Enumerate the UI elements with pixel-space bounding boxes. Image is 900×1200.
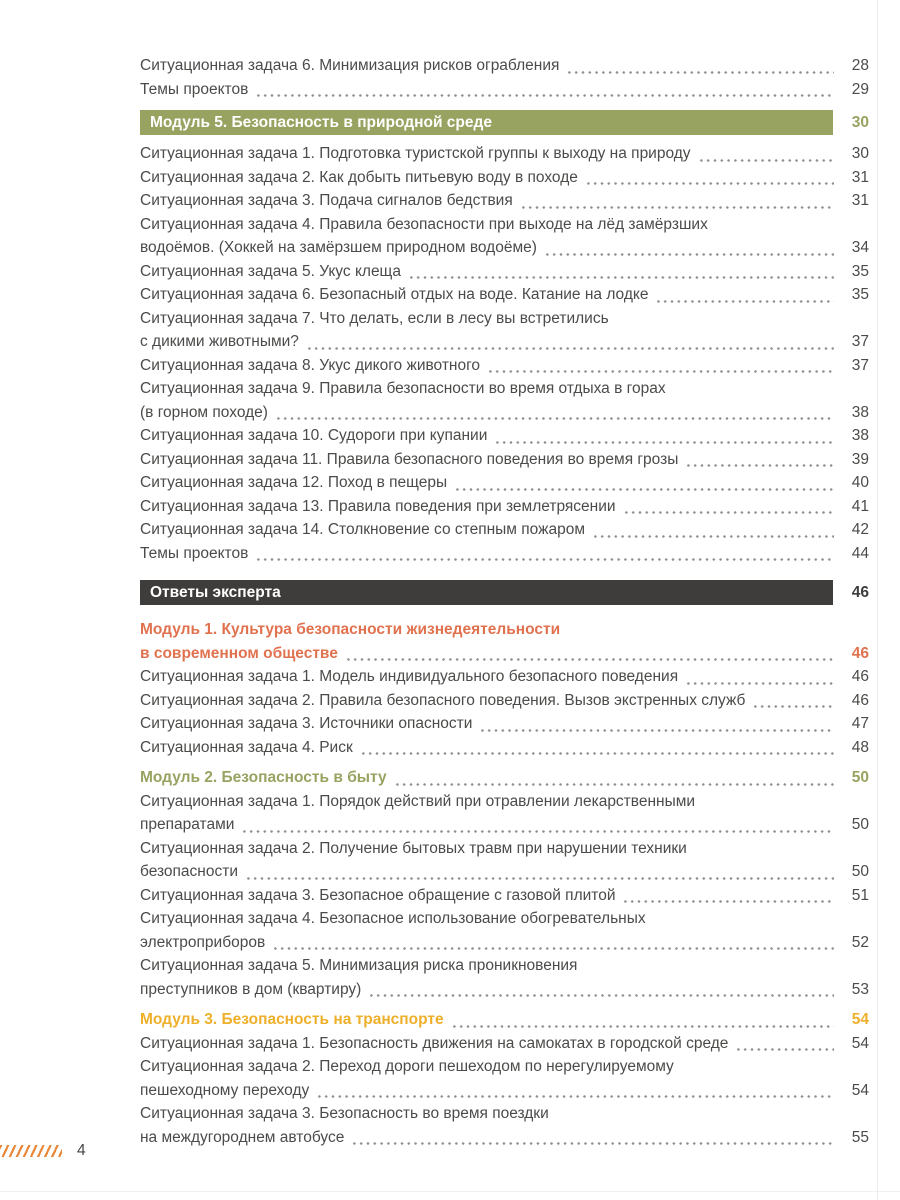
- entry-text: Темы проектов: [140, 544, 249, 562]
- toc-entry: [140, 837, 869, 884]
- entry-text: Ситуационная задача 4. Правила безопасности при выходе на лёд замёрзших: [140, 215, 708, 233]
- toc-entry-line: [140, 931, 869, 955]
- entry-text: Ситуационная задача 9. Правила безопасности во время отдыха в горах: [140, 380, 666, 397]
- toc-entry: [140, 260, 869, 284]
- page-ref: 54: [851, 1034, 869, 1052]
- module-heading: [140, 1008, 869, 1032]
- entry-text: Ситуационная задача 12. Поход в пещеры: [140, 474, 448, 491]
- entry-text: Ситуационная задача 4. Безопасное использование обогревательных: [140, 910, 646, 927]
- module-heading: [140, 766, 869, 790]
- page-ref: 46: [851, 691, 869, 709]
- dot-leader: [241, 829, 834, 833]
- dot-leader: [487, 369, 834, 373]
- toc-entry-line: [140, 377, 869, 401]
- section-band-title: Ответы эксперта: [150, 584, 281, 601]
- entry-text: Ситуационная задача 1. Порядок действий при отравлении лекарственными: [140, 792, 696, 810]
- page-ref: 47: [851, 715, 869, 732]
- dot-leader: [451, 1024, 834, 1028]
- footer-hatch-stripes: [0, 1145, 62, 1157]
- entry-text: Ситуационная задача 14. Столкновение со степным пожаром: [140, 521, 585, 538]
- toc-entry: [140, 518, 869, 542]
- module-heading-text: Модуль 2. Безопасность в быту: [140, 769, 387, 786]
- toc-entry-line: [140, 860, 869, 884]
- page-ref: 28: [851, 57, 869, 74]
- toc-entry: [140, 424, 869, 448]
- toc-entry: [140, 283, 869, 307]
- dot-leader: [566, 70, 834, 74]
- page-ref: 35: [851, 262, 869, 280]
- dot-leader: [685, 681, 834, 685]
- dot-leader: [623, 510, 834, 514]
- dot-leader: [494, 440, 834, 444]
- dot-leader: [245, 876, 834, 880]
- page-ref: 46: [851, 644, 869, 662]
- entry-text: с дикими животными?: [140, 333, 299, 350]
- page-ref: 41: [851, 497, 869, 515]
- entry-text: на междугороднем автобусе: [140, 1128, 345, 1146]
- entry-text: Ситуационная задача 8. Укус дикого животного: [140, 356, 481, 374]
- footer-page-number: 4: [77, 1142, 86, 1159]
- dot-leader: [255, 557, 834, 561]
- entry-text: Ситуационная задача 1. Безопасность движения на самокатах в городской среде: [140, 1034, 729, 1052]
- dot-leader: [316, 1094, 834, 1098]
- page-scan-edge-right: [877, 0, 878, 1200]
- toc-entry-line: [140, 642, 869, 666]
- toc-entry: [140, 665, 869, 689]
- page-ref: 31: [851, 168, 869, 186]
- toc-entry: [140, 189, 869, 213]
- page-ref: 51: [851, 886, 869, 904]
- dot-leader: [255, 93, 834, 97]
- dot-leader: [479, 728, 834, 732]
- dot-leader: [685, 463, 834, 467]
- dot-leader: [752, 704, 834, 708]
- entry-text: Ситуационная задача 3. Подача сигналов бедствия: [140, 192, 513, 209]
- toc-entry-line: [140, 142, 869, 166]
- toc-entry-line: [140, 1079, 869, 1103]
- toc-entry-line: [140, 401, 869, 425]
- page-ref: 55: [851, 1128, 869, 1146]
- toc-entry-line: [140, 542, 869, 566]
- entry-text: электроприборов: [140, 933, 266, 951]
- toc-entry-line: [140, 283, 869, 307]
- toc-entry-line: [140, 448, 869, 472]
- entry-text: Ситуационная задача 4. Риск: [140, 738, 353, 756]
- toc-entry: [140, 213, 869, 260]
- toc-entry-line: [140, 236, 869, 260]
- toc-entry-line: [140, 54, 869, 78]
- toc-entry-line: [140, 884, 869, 908]
- dot-leader: [622, 899, 834, 903]
- toc-entry: [140, 542, 869, 566]
- toc-entry-line: [140, 618, 869, 642]
- toc-entry: [140, 471, 869, 495]
- entry-text: Ситуационная задача 5. Минимизация риска проникновения: [140, 957, 578, 974]
- dot-leader: [306, 346, 834, 350]
- entry-text: Ситуационная задача 11. Правила безопасного поведения во время грозы: [140, 450, 679, 468]
- entry-text: Ситуационная задача 3. Безопасность во время поездки: [140, 1105, 549, 1122]
- module-heading-text: в современном обществе: [140, 644, 338, 662]
- toc-entry-line: [140, 213, 869, 237]
- toc-entry: [140, 790, 869, 837]
- dot-leader: [408, 275, 834, 279]
- toc-entry-line: [140, 766, 869, 790]
- page-ref: 30: [851, 145, 869, 162]
- toc-entry: [140, 354, 869, 378]
- entry-text: Ситуационная задача 1. Подготовка туристской группы к выходу на природу: [140, 145, 691, 162]
- toc-entry: [140, 495, 869, 519]
- dot-leader: [272, 946, 834, 950]
- toc-entry-line: [140, 837, 869, 861]
- dot-leader: [735, 1047, 834, 1051]
- page-footer: [0, 1142, 86, 1160]
- toc-entry: [140, 78, 869, 102]
- toc-entry-line: [140, 736, 869, 760]
- toc-entry: [140, 689, 869, 713]
- dot-leader: [351, 1141, 834, 1145]
- toc-entry-line: [140, 1008, 869, 1032]
- page-ref: 31: [851, 192, 869, 209]
- page-ref: 50: [851, 769, 869, 786]
- toc-entry: [140, 377, 869, 424]
- toc-entry-line: [140, 354, 869, 378]
- toc-entry-line: [140, 518, 869, 542]
- dot-leader: [655, 299, 834, 303]
- page-ref: 54: [851, 1011, 869, 1028]
- page-ref: 35: [851, 286, 869, 303]
- page-ref: 39: [851, 450, 869, 468]
- toc-entry-line: [140, 689, 869, 713]
- entry-text: Ситуационная задача 6. Минимизация рисков ограбления: [140, 57, 560, 74]
- toc-entry-line: [140, 813, 869, 837]
- toc-entry: [140, 448, 869, 472]
- entry-text: (в горном походе): [140, 403, 268, 421]
- toc-entry: [140, 954, 869, 1001]
- page-ref: 37: [851, 356, 869, 374]
- toc-entry: [140, 307, 869, 354]
- toc: [140, 54, 869, 1149]
- dot-leader: [454, 487, 834, 491]
- entry-text: преступников в дом (квартиру): [140, 980, 362, 998]
- entry-text: Ситуационная задача 6. Безопасный отдых на воде. Катание на лодке: [140, 286, 649, 303]
- toc-entry-line: [140, 260, 869, 284]
- page-ref: 54: [851, 1081, 869, 1099]
- toc-entry: [140, 1055, 869, 1102]
- toc-entry-line: [140, 471, 869, 495]
- page-ref: 29: [851, 80, 869, 98]
- toc-entry-line: [140, 1102, 869, 1126]
- entry-text: Ситуационная задача 2. Переход дороги пешеходом по нерегулируемому: [140, 1058, 674, 1075]
- entry-text: Ситуационная задача 5. Укус клеща: [140, 262, 401, 280]
- toc-entry-line: [140, 978, 869, 1002]
- toc-entry-line: [140, 665, 869, 689]
- entry-text: Ситуационная задача 2. Правила безопасного поведения. Вызов экстренных служб: [140, 691, 746, 709]
- toc-entry: [140, 712, 869, 736]
- entry-text: безопасности: [140, 863, 238, 880]
- toc-entry-line: [140, 78, 869, 102]
- page-ref: 40: [851, 474, 869, 491]
- page-ref: 48: [851, 738, 869, 756]
- toc-entry: [140, 1032, 869, 1056]
- section-band: [140, 110, 869, 135]
- dot-leader: [345, 657, 834, 661]
- toc-entry: [140, 907, 869, 954]
- page-ref: 50: [851, 816, 869, 833]
- section-band-bar: [140, 580, 833, 605]
- toc-entry-line: [140, 790, 869, 814]
- page-ref: 38: [851, 427, 869, 444]
- toc-entry-line: [140, 1032, 869, 1056]
- toc-entry-line: [140, 712, 869, 736]
- dot-leader: [544, 252, 834, 256]
- module-heading-text: Модуль 3. Безопасность на транспорте: [140, 1011, 444, 1028]
- toc-entry-line: [140, 907, 869, 931]
- page-ref: 52: [851, 933, 869, 951]
- entry-text: Темы проектов: [140, 80, 249, 98]
- toc-entry: [140, 1102, 869, 1149]
- toc-entry-line: [140, 330, 869, 354]
- toc-entry-line: [140, 1055, 869, 1079]
- toc-entry: [140, 142, 869, 166]
- entry-text: Ситуационная задача 1. Модель индивидуального безопасного поведения: [140, 668, 679, 685]
- dot-leader: [360, 751, 834, 755]
- entry-text: препаратами: [140, 816, 235, 833]
- page-ref: 46: [851, 583, 869, 601]
- page-scan-edge-bottom: [0, 1191, 900, 1192]
- toc-entry: [140, 884, 869, 908]
- dot-leader: [592, 534, 834, 538]
- toc-entry-line: [140, 166, 869, 190]
- dot-leader: [520, 205, 834, 209]
- page-ref: 38: [851, 403, 869, 421]
- section-band-bar: [140, 110, 833, 135]
- toc-entry-line: [140, 954, 869, 978]
- toc-entry: [140, 54, 869, 78]
- module-heading: [140, 618, 869, 665]
- dot-leader: [368, 993, 834, 997]
- dot-leader: [394, 782, 834, 786]
- page-ref: 30: [851, 113, 869, 131]
- page-ref: 46: [851, 668, 869, 685]
- dot-leader: [698, 158, 834, 162]
- entry-text: Ситуационная задача 2. Как добыть питьевую воду в походе: [140, 168, 578, 186]
- section-band-title: Модуль 5. Безопасность в природной среде: [150, 114, 492, 131]
- page-ref: 42: [851, 521, 869, 538]
- module-heading-text: Модуль 1. Культура безопасности жизнедеятельности: [140, 621, 561, 638]
- entry-text: Ситуационная задача 7. Что делать, если в лесу вы встретились: [140, 309, 609, 327]
- toc-entry-line: [140, 307, 869, 331]
- entry-text: Ситуационная задача 3. Источники опасности: [140, 715, 473, 732]
- entry-text: Ситуационная задача 13. Правила поведения при землетрясении: [140, 497, 616, 515]
- page-ref: 37: [851, 333, 869, 350]
- toc-entry-line: [140, 1126, 869, 1150]
- page-ref: 44: [851, 544, 869, 562]
- toc-entry: [140, 736, 869, 760]
- toc-entry-line: [140, 495, 869, 519]
- toc-entry-line: [140, 424, 869, 448]
- entry-text: водоёмов. (Хоккей на замёрзшем природном водоёме): [140, 239, 537, 256]
- toc-entry: [140, 166, 869, 190]
- dot-leader: [585, 181, 834, 185]
- entry-text: пешеходному переходу: [140, 1081, 310, 1099]
- page-ref: 34: [851, 239, 869, 256]
- toc-entry-line: [140, 189, 869, 213]
- page-ref: 53: [851, 980, 869, 998]
- page-ref: 50: [851, 863, 869, 880]
- entry-text: Ситуационная задача 3. Безопасное обращение с газовой плитой: [140, 886, 616, 904]
- entry-text: Ситуационная задача 2. Получение бытовых травм при нарушении техники: [140, 839, 687, 857]
- entry-text: Ситуационная задача 10. Судороги при купании: [140, 427, 488, 444]
- dot-leader: [275, 416, 834, 420]
- section-band: [140, 580, 869, 605]
